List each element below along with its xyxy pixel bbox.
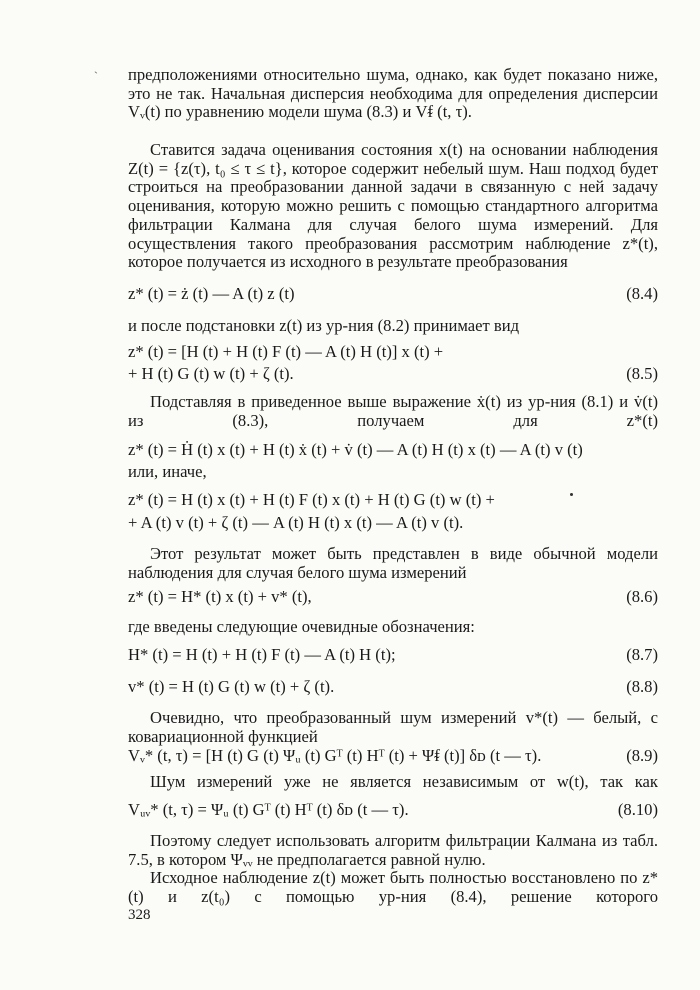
paragraph-not-independent: Шум измерений уже не является независимым от w(t), так как	[150, 772, 658, 791]
equation-8-4-formula: z* (t) = ż (t) — A (t) z (t)	[128, 284, 295, 303]
paragraph-observation-model: Этот результат может быть представлен в виде обычной модели наблюдения для случая белого шума измерений	[128, 544, 658, 582]
equation-8-5-number: (8.5)	[626, 364, 658, 383]
equation-alt-line1	[128, 490, 658, 510]
equation-8-10-formula: Vᵤᵥ* (t, τ) = Ψᵤ (t) Gᵀ (t) Hᵀ (t) δᴅ (t — τ).	[128, 800, 409, 819]
paragraph-continuation: предположениями относительно шума, однако, как будет показано ниже, это не так. Начальная дисперсия необходима для определения дисперсии Vᵥ(t) по уравнению модели шума (8.3) и Vᵮ (t, τ).	[128, 65, 658, 122]
equation-8-9	[128, 746, 658, 766]
equation-8-6-number: (8.6)	[626, 587, 658, 606]
equation-8-6-formula: z* (t) = H* (t) x (t) + v* (t),	[128, 587, 312, 606]
equation-8-7-formula: H* (t) = H (t) + H (t) F (t) — A (t) H (t);	[128, 645, 396, 664]
paragraph-kalman-table: Поэтому следует использовать алгоритм фильтрации Калмана из табл. 7.5, в котором Ψᵥᵥ не предполагается равной нулю.	[128, 831, 658, 869]
equation-8-4-number: (8.4)	[626, 284, 658, 303]
equation-8-7-number: (8.7)	[626, 645, 658, 664]
equation-derivative-expansion	[128, 440, 658, 460]
margin-mark: ˏ	[94, 60, 98, 74]
equation-8-5-formula-b: + H (t) G (t) w (t) + ζ (t).	[128, 364, 294, 383]
equation-8-8	[128, 677, 658, 697]
equation-8-8-number: (8.8)	[626, 677, 658, 696]
equation-8-9-number: (8.9)	[626, 746, 658, 765]
equation-derivative-formula: z* (t) = Ḣ (t) x (t) + H (t) ẋ (t) + v̇ (t) — A (t) H (t) x (t) — A (t) v (t)	[128, 440, 583, 459]
equation-8-4	[128, 284, 658, 304]
paragraph-notation: где введены следующие очевидные обозначения:	[128, 617, 475, 636]
paragraph-substitution: и после подстановки z(t) из ур-ния (8.2) принимает вид	[128, 316, 520, 335]
page-number: 328	[128, 907, 151, 923]
equation-8-5-formula-a: z* (t) = [H (t) + H (t) F (t) — A (t) H (t)] x (t) +	[128, 342, 444, 361]
stray-dot	[570, 493, 573, 496]
equation-8-5-line2	[128, 364, 658, 384]
equation-8-10	[128, 800, 658, 820]
equation-alt-formula-a: z* (t) = H (t) x (t) + H (t) F (t) x (t) + H (t) G (t) w (t) +	[128, 490, 495, 509]
equation-8-10-number: (8.10)	[617, 800, 658, 819]
equation-8-6	[128, 587, 658, 607]
paragraph-substituting: Подставляя в приведенное выше выражение ẋ(t) из ур-ния (8.1) и v̇(t) из (8.3), получаем для z*(t)	[128, 392, 658, 430]
paragraph-problem-statement: Ставится задача оценивания состояния x(t) на основании наблюдения Z(t) = {z(τ), t₀ ≤ τ ≤ t}, которое содержит небелый шум. Наш подход будет строиться на преобразовании данной задачи в связанную с ней задачу оценивания, которую можно решить с помощью стандартного алгоритма фильтрации Калмана для случая белого шума измерений. Для осуществления такого преобразования рассмотрим наблюдение z*(t), которое получается из исходного в результате преобразования	[128, 140, 658, 272]
equation-8-9-formula: Vᵥ* (t, τ) = [H (t) G (t) Ψᵤ (t) Gᵀ (t) Hᵀ (t) + Ψᵮ (t)] δᴅ (t — τ).	[128, 746, 542, 765]
paragraph-white-noise: Очевидно, что преобразованный шум измерений v*(t) — белый, с ковариационной функцией	[128, 708, 658, 746]
equation-8-7	[128, 645, 658, 665]
equation-alt-formula-b: + A (t) v (t) + ζ (t) — A (t) H (t) x (t) — A (t) v (t).	[128, 513, 464, 532]
equation-8-5-line1	[128, 342, 658, 362]
paragraph-otherwise: или, иначе,	[128, 462, 207, 481]
equation-alt-line2	[128, 513, 658, 533]
equation-8-8-formula: v* (t) = H (t) G (t) w (t) + ζ (t).	[128, 677, 335, 696]
paragraph-reconstruction: Исходное наблюдение z(t) может быть полностью восстановлено по z*(t) и z(t₀) с помощью ур-ния (8.4), решение которого	[128, 868, 658, 906]
